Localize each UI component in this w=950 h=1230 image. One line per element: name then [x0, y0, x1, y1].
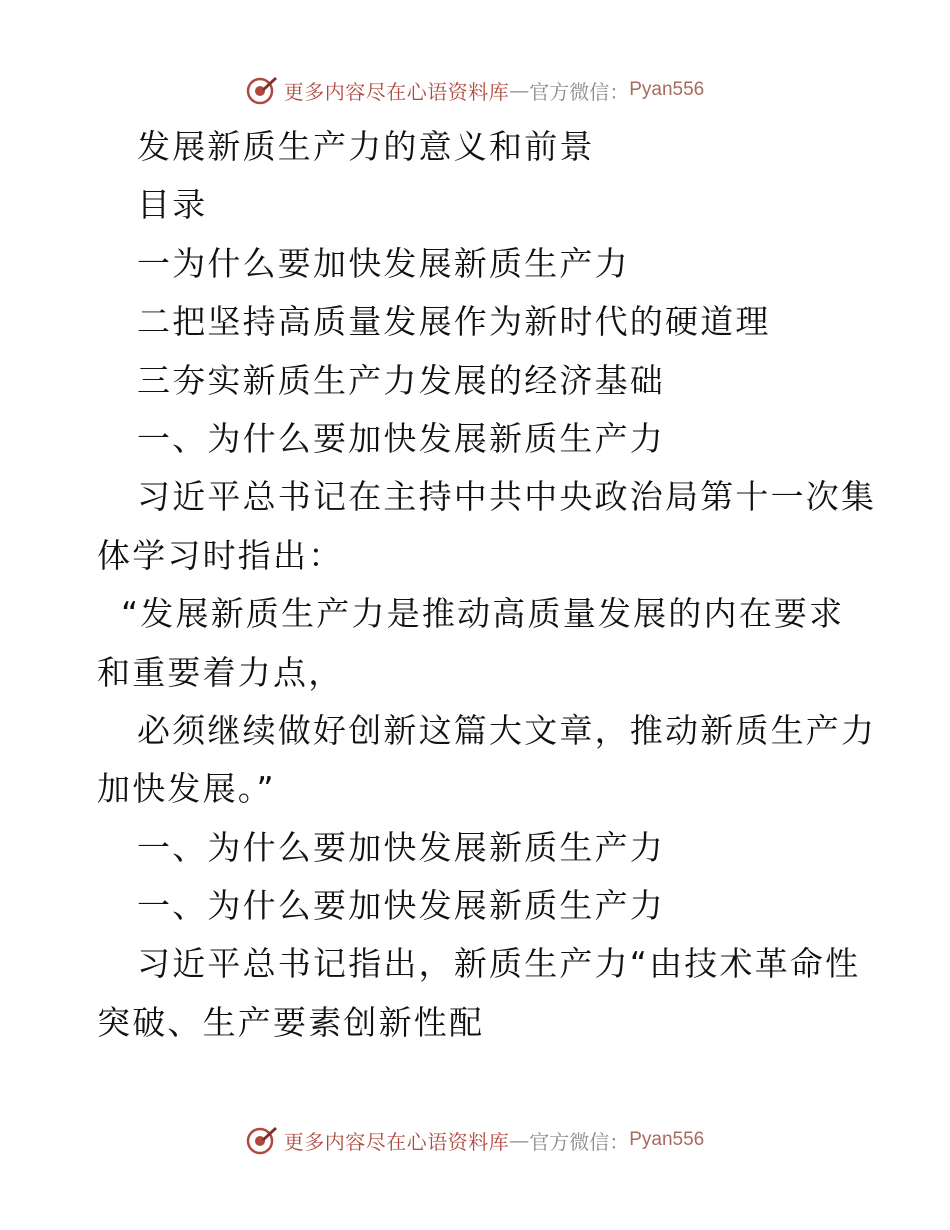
paragraph-line: 习近平总书记在主持中共中央政治局第十一次集 [137, 477, 877, 517]
watermark-id: Pyan556 [629, 79, 705, 100]
watermark-label: 官方微信： [529, 1129, 630, 1154]
section-heading: 一、为什么要加快发展新质生产力 [137, 827, 665, 867]
paragraph-line: 突破、生产要素创新性配 [97, 1002, 485, 1042]
quote-line: “发展新质生产力是推动高质量发展的内在要求 [121, 594, 845, 634]
doc-title: 发展新质生产力的意义和前景 [137, 127, 595, 166]
paragraph-line: 习近平总书记指出，新质生产力“由技术革命性 [137, 944, 861, 984]
toc-item-1: 一为什么要加快发展新质生产力 [137, 243, 630, 283]
watermark-dash: — [509, 78, 530, 102]
toc-item-2: 二把坚持高质量发展作为新时代的硬道理 [137, 302, 771, 342]
paragraph-line: 加快发展。” [97, 769, 276, 809]
watermark-header [0, 70, 950, 110]
paragraph-line: 体学习时指出： [97, 535, 344, 575]
pen-logo-icon [246, 1124, 278, 1156]
pen-logo-icon [246, 74, 278, 106]
watermark-dash: — [509, 1128, 530, 1152]
watermark-label: 官方微信： [529, 79, 630, 104]
watermark-site: 更多内容尽在心语资料库 [283, 1129, 510, 1154]
toc-heading: 目录 [137, 185, 208, 225]
toc-item-3: 三夯实新质生产力发展的经济基础 [137, 360, 665, 400]
watermark-footer [0, 1120, 950, 1160]
quote-line: 和重要着力点， [97, 652, 344, 692]
watermark-id: Pyan556 [629, 1129, 705, 1150]
document-body [97, 118, 877, 1052]
paragraph-line: 必须继续做好创新这篇大文章，推动新质生产力 [137, 710, 877, 750]
watermark-site: 更多内容尽在心语资料库 [283, 79, 510, 104]
section-heading: 一、为什么要加快发展新质生产力 [137, 418, 665, 458]
section-heading: 一、为什么要加快发展新质生产力 [137, 886, 665, 926]
